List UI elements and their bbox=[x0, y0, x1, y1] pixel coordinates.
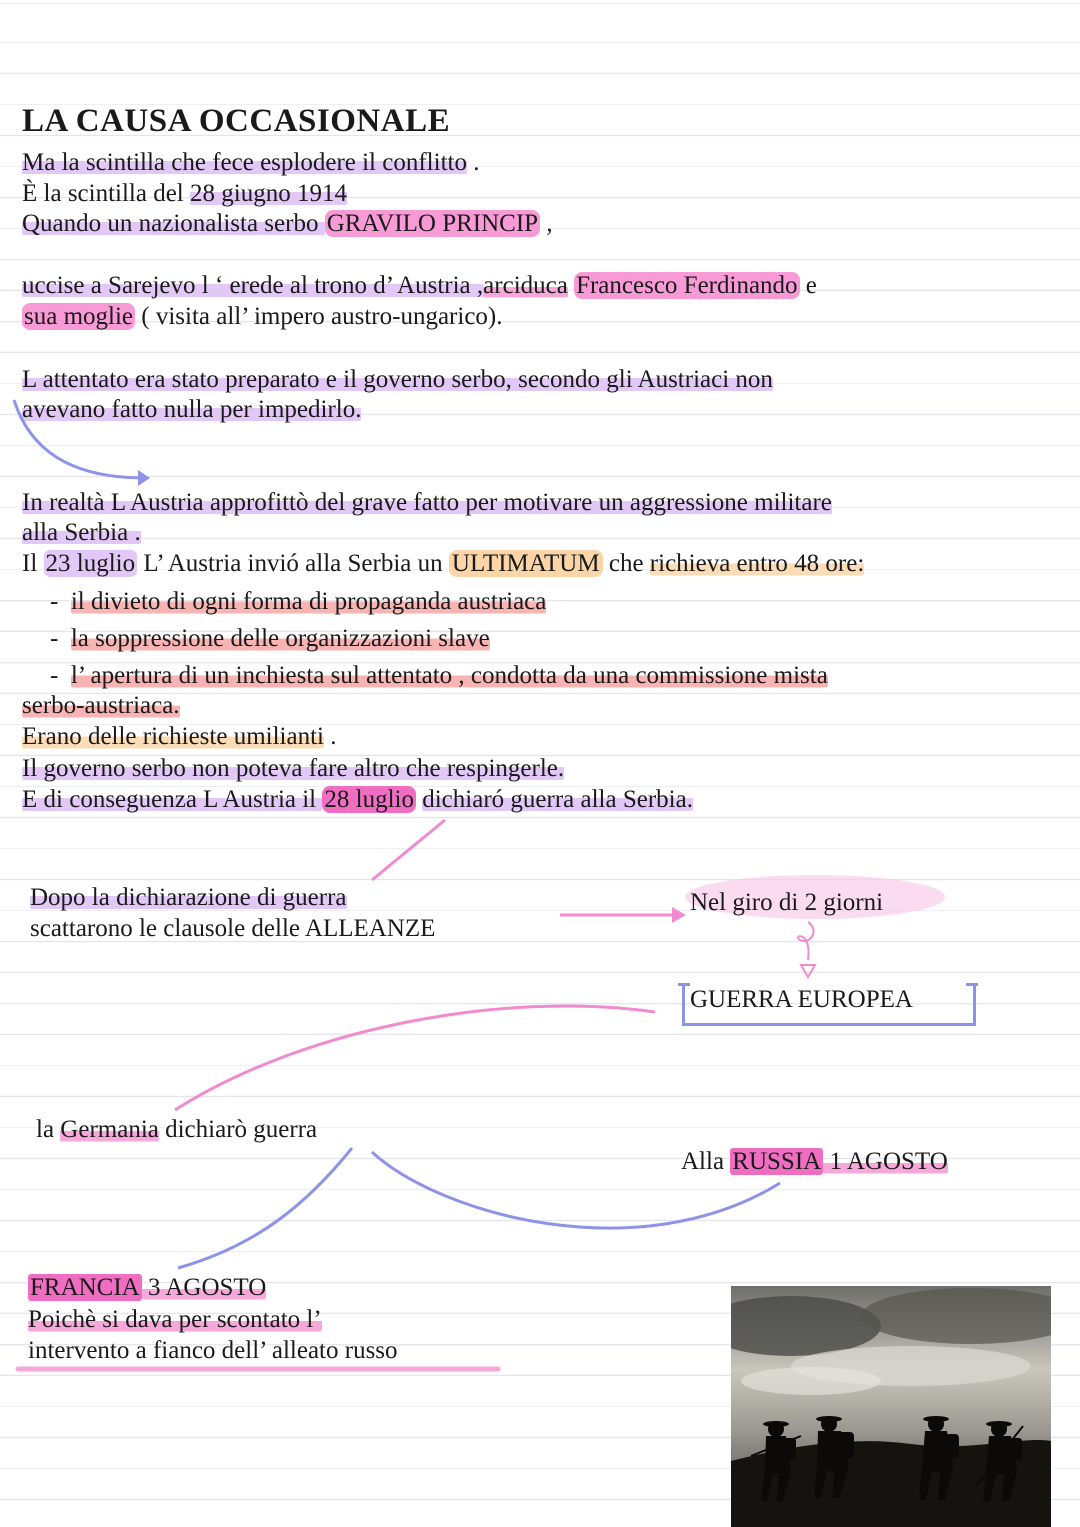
ultimatum-word: ULTIMATUM bbox=[449, 550, 603, 577]
assassination-pre: uccise a Sarejevo l ‘ erede al trono d’ Austria , bbox=[22, 272, 484, 299]
france-reason-2: intervento a fianco dell’ alleato russo bbox=[28, 1337, 398, 1364]
date-23-luglio: 23 luglio bbox=[45, 550, 136, 577]
bullet-3-continued bbox=[22, 690, 180, 721]
bullet-1: - il divieto di ogni forma di propaganda austriaca bbox=[50, 588, 547, 615]
soldiers-silhouette-photo bbox=[731, 1286, 1051, 1527]
squiggle-icon bbox=[798, 922, 813, 960]
germany-pre: la bbox=[36, 1116, 61, 1143]
russia-date: 1 AGOSTO bbox=[823, 1148, 948, 1175]
wife-highlight: sua moglie bbox=[24, 303, 134, 330]
ultimatum-pre: Il bbox=[22, 550, 44, 577]
reality-line-1-text: In realtà L Austria approfittò del grave fatto per motivare un aggressione militare bbox=[22, 489, 832, 516]
plot-line-1-text: L attentato era stato preparato e il governo serbo, secondo gli Austriaci non bbox=[22, 366, 773, 393]
bullet-3-cont-text: serbo-austriaca. bbox=[22, 692, 180, 719]
bullet-3: - l’ apertura di un inchiesta sul attentato , condotta da una commissione mista bbox=[50, 662, 828, 689]
war-pre: E di conseguenza L Austria il bbox=[22, 786, 323, 813]
date-28-giugno: 28 giugno 1914 bbox=[190, 180, 347, 207]
european-war-label: GUERRA EUROPEA bbox=[690, 986, 913, 1013]
name-francesco-ferdinando: Francesco Ferdinando bbox=[576, 272, 798, 299]
page-title: LA CAUSA OCCASIONALE bbox=[22, 103, 451, 139]
title-arciduca: arciduca bbox=[483, 272, 568, 299]
bullet-2-text: la soppressione delle organizzazioni slave bbox=[70, 625, 490, 652]
germany-word: Germania bbox=[60, 1116, 159, 1143]
france-line bbox=[28, 1272, 266, 1303]
intro-line-1-end: . bbox=[466, 149, 480, 176]
reality-line-1 bbox=[22, 487, 832, 518]
reject-text: Il governo serbo non poteva fare altro che respingerle. bbox=[22, 755, 565, 782]
date-28-luglio: 28 luglio bbox=[324, 786, 414, 813]
box-corner-left bbox=[678, 983, 690, 986]
reject-line bbox=[22, 753, 564, 784]
france-reason-1-text: Poichè si dava per scontato l’ bbox=[28, 1306, 322, 1333]
bullet-2: - la soppressione delle organizzazioni slave bbox=[50, 625, 490, 652]
alliances-line-1 bbox=[30, 882, 347, 913]
pink-connector-icon bbox=[372, 820, 445, 880]
ultimatum-deadline: richieva entro 48 ore: bbox=[649, 550, 865, 577]
intro-line-3-end: , bbox=[540, 210, 553, 237]
two-days-label: Nel giro di 2 giorni bbox=[690, 889, 884, 916]
humiliating-text: Erano delle richieste umilianti bbox=[22, 723, 324, 750]
humiliating-end: . bbox=[323, 723, 337, 750]
reality-line-2 bbox=[22, 517, 141, 548]
intro-line-3-pre: Quando un nazionalista serbo bbox=[22, 210, 325, 237]
war-declaration-line bbox=[22, 784, 693, 815]
russia-pre: Alla bbox=[681, 1148, 731, 1175]
arrowhead-icon bbox=[138, 470, 150, 486]
bullet-1-text: il divieto di ogni forma di propaganda austriaca bbox=[70, 588, 547, 615]
humiliating-line bbox=[22, 721, 336, 752]
france-word: FRANCIA bbox=[30, 1274, 140, 1301]
france-reason-1 bbox=[28, 1304, 322, 1335]
intro-line-2-pre: È la scintilla del bbox=[22, 180, 191, 207]
alliances-line-2: scattarono le clausole delle ALLEANZE bbox=[30, 915, 436, 942]
ultimatum-line bbox=[22, 548, 864, 579]
germany-line bbox=[36, 1114, 317, 1145]
ultimatum-sp: che bbox=[602, 550, 650, 577]
assassination-line-2-rest: ( visita all’ impero austro-ungarico). bbox=[135, 303, 503, 330]
russia-word: RUSSIA bbox=[732, 1148, 822, 1175]
intro-highlight: Ma la scintilla che fece esplodere il conflitto bbox=[22, 149, 467, 176]
ultimatum-mid: L’ Austria invió alla Serbia un bbox=[137, 550, 449, 577]
russia-line bbox=[681, 1146, 948, 1177]
name-princip: GRAVILO PRINCIP bbox=[326, 210, 539, 237]
curved-arrow-icon bbox=[14, 400, 145, 478]
blue-line-francia-icon bbox=[178, 1148, 352, 1268]
assassination-line-1-end: e bbox=[799, 272, 817, 299]
alliances-line-1-text: Dopo la dichiarazione di guerra bbox=[30, 884, 347, 911]
pink-curve-icon bbox=[175, 1006, 655, 1110]
plot-line-2-text: avevano fatto nulla per impedirlo. bbox=[22, 396, 362, 423]
war-end: dichiaró guerra alla Serbia. bbox=[422, 786, 693, 813]
soldiers-silhouette-icon bbox=[731, 1286, 1051, 1527]
down-arrowhead-icon bbox=[801, 965, 815, 977]
france-date: 3 AGOSTO bbox=[141, 1274, 267, 1301]
box-corner-right bbox=[966, 983, 978, 986]
reality-line-2-text: alla Serbia . bbox=[22, 519, 141, 546]
bullet-3-text: l’ apertura di un inchiesta sul attentato , condotta da una commissione mista bbox=[70, 662, 828, 689]
germany-end: dichiarò guerra bbox=[158, 1116, 318, 1143]
pink-arrowhead-icon bbox=[672, 907, 686, 923]
